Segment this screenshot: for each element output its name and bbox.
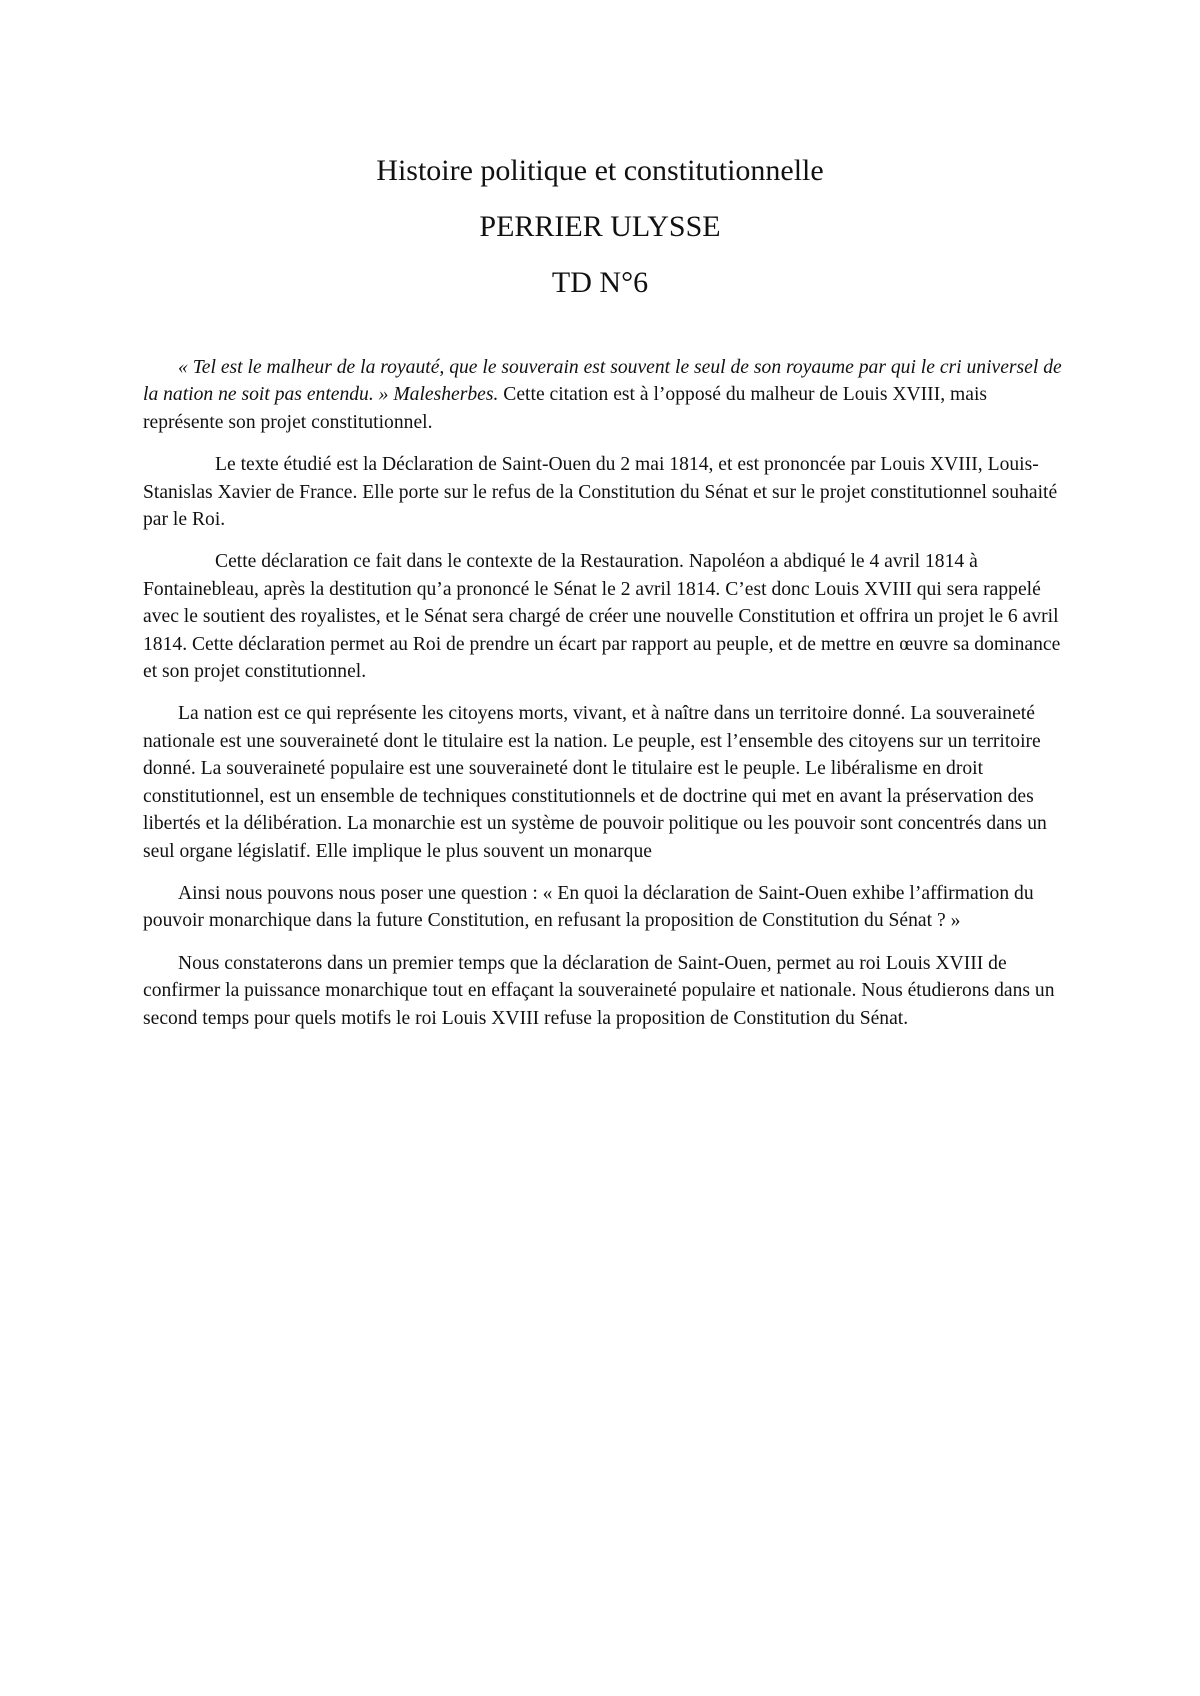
paragraph-problematic: Ainsi nous pouvons nous poser une question : « En quoi la déclaration de Saint-Ouen exhibe l’affirmation du pouvoir monarchique dans la future Constitution, en refusant la proposition de Constitution du Sénat ? »: [143, 882, 1034, 932]
td-number: TD N°6: [551, 266, 649, 299]
paragraph-plan: Nous constaterons dans un premier temps que la déclaration de Saint-Ouen, permet au roi Louis XVIII de confirmer la puissance monarchique tout en effaçant la souveraineté populaire et nationale. Nous étudierons dans un second temps pour quels motifs le roi Louis XVIII refuse la proposition de Constitution du Sénat.: [143, 952, 1055, 1029]
intro-quote: « Tel est le malheur de la royauté, que le souverain est souvent le seul de son royaume par qui le cri universel de la nation ne soit pas entendu. »: [143, 357, 1062, 406]
intro-rest: Cette citation est à l’opposé du malheur de Louis XVIII, mais représente son projet constitutionnel.: [143, 384, 988, 433]
author-name: PERRIER ULYSSE: [479, 210, 721, 243]
quote-author: Malesherbes.: [393, 384, 499, 406]
intro-paragraph: [143, 354, 1063, 436]
paragraph-context: Cette déclaration ce fait dans le contexte de la Restauration. Napoléon a abdiqué le 4 avril 1814 à Fontainebleau, après la destitution qu’a prononcé le Sénat le 2 avril 1814. C’est donc Louis XVIII qui sera rappelé avec le soutient des royalistes, et le Sénat sera chargé de créer une nouvelle Constitution et offrira un projet le 6 avril 1814. Cette déclaration permet au Roi de prendre un écart par rapport au peuple, et de mettre en œuvre sa dominance et son projet constitutionnel.: [143, 551, 1061, 683]
paragraph-definitions: La nation est ce qui représente les citoyens morts, vivant, et à naître dans un territoire donné. La souveraineté nationale est une souveraineté dont le titulaire est la nation. Le peuple, est l’ensemble des citoyens sur un territoire donné. La souveraineté populaire est une souveraineté dont le titulaire est le peuple. Le libéralisme en droit constitutionnel, est un ensemble de techniques constitutionnels et de doctrine qui met en avant la préservation des libertés et la délibération. La monarchie est un système de pouvoir politique ou les pouvoir sont concentrés dans un seul organe législatif. Elle implique le plus souvent un monarque: [143, 703, 1047, 862]
document-body: [143, 354, 1063, 1047]
document-header: [0, 143, 1200, 311]
document-title: Histoire politique et constitutionnelle: [376, 154, 824, 187]
paragraph-text-presentation: Le texte étudié est la Déclaration de Saint-Ouen du 2 mai 1814, et est prononcée par Louis XVIII, Louis-Stanislas Xavier de France. Elle porte sur le refus de la Constitution du Sénat et sur le projet constitutionnel souhaité par le Roi.: [143, 454, 1058, 531]
